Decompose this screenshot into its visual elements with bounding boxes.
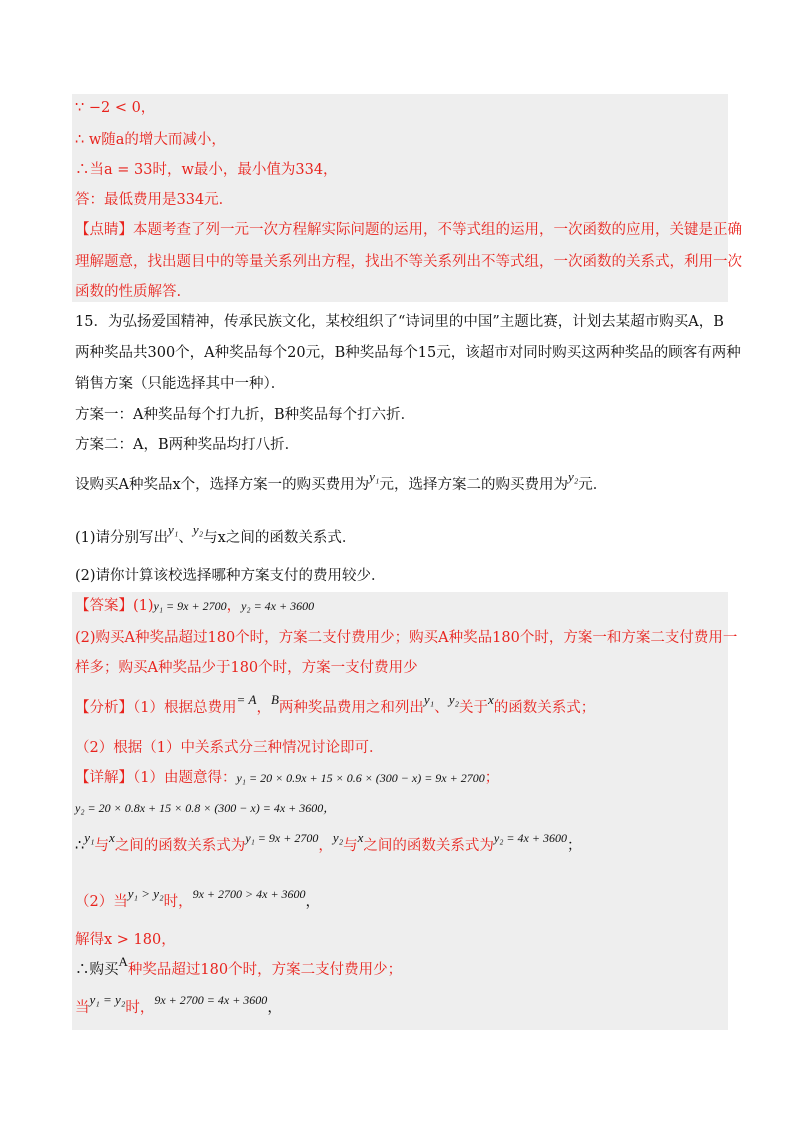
detail-line bbox=[75, 886, 321, 912]
formula: B bbox=[270, 692, 279, 707]
text: 元，选择方案二的购买费用为 bbox=[379, 477, 568, 493]
formula: y₁ = 20 × 0.9x + 15 × 0.6 × (300 − x) = 9x + 2700 bbox=[236, 771, 485, 785]
formula: y₁ bbox=[168, 522, 179, 537]
problem-line bbox=[75, 469, 608, 495]
formula: y₁ = 9x + 2700 bbox=[153, 599, 227, 613]
question-line: (2)请你计算该校选择哪种方案支付的费用较少． bbox=[75, 568, 386, 584]
problem-line: 15．为弘扬爱国精神，传承民族文化，某校组织了“诗词里的中国”主题比赛，计划去某超市购买A，B bbox=[75, 314, 724, 330]
formula: y₁ bbox=[369, 469, 380, 484]
problem-line: 两种奖品共300个，A种奖品每个20元，B种奖品每个15元，该超市对同时购买这两种奖品的顾客有两种 bbox=[75, 345, 741, 361]
comment-line bbox=[75, 220, 742, 240]
formula: y₁ = 9x + 2700 bbox=[245, 831, 319, 845]
text: ∴ bbox=[75, 838, 85, 854]
detail-line bbox=[75, 992, 282, 1018]
comment-line: 理解题意，找出题目中的等量关系列出方程，找出不等关系列出不等式组，一次函数的关系式，利用一次 bbox=[75, 254, 742, 270]
analysis-line: （2）根据（1）中关系式分三种情况讨论即可． bbox=[75, 740, 384, 756]
text: 【分析】（1）根据总费用 bbox=[75, 700, 237, 716]
text: 与 bbox=[343, 838, 358, 854]
text: ， bbox=[318, 838, 333, 854]
formula: x bbox=[488, 692, 494, 707]
text: 种奖品超过180个时，方案二支付费用少； bbox=[127, 962, 403, 978]
formula: A bbox=[118, 954, 128, 969]
analysis-line bbox=[75, 692, 596, 718]
detail-formula-line: y₂ = 20 × 0.8x + 15 × 0.8 × (300 − x) = 4x + 3600， bbox=[75, 801, 336, 815]
text-line: 答：最低费用是334元． bbox=[75, 192, 234, 208]
formula: = A bbox=[236, 692, 257, 707]
formula: x bbox=[357, 830, 364, 845]
answer-line: (2)购买A种奖品超过180个时，方案二支付费用少；购买A种奖品180个时，方案一和方案二支付费用一 bbox=[75, 630, 738, 646]
text: 两种奖品费用之和列出 bbox=[278, 700, 424, 716]
text: 元． bbox=[578, 477, 608, 493]
text: ； bbox=[566, 838, 582, 854]
text-line: ∴ w随a的增大而减小， bbox=[75, 132, 226, 148]
detail-line: 解得x > 180， bbox=[75, 932, 176, 948]
formula: y₂ = 4x + 3600 bbox=[493, 831, 567, 845]
problem-line: 方案二：A，B两种奖品均打八折． bbox=[75, 437, 300, 453]
text: 之间的函数关系式为 bbox=[114, 838, 246, 854]
answer-line bbox=[75, 596, 314, 616]
answer-tag: 【答案】(1) bbox=[75, 598, 154, 614]
comment-line: 函数的性质解答. bbox=[75, 284, 182, 300]
text: ， bbox=[226, 598, 242, 614]
detail-line bbox=[75, 954, 403, 980]
text: 【详解】（1）由题意得： bbox=[75, 770, 237, 786]
text-line: ∴当a = 33时，w最小，最小值为334， bbox=[75, 162, 338, 178]
comment-tag: 【点睛】 bbox=[75, 222, 133, 238]
text: 设购买A种奖品x个，选择方案一的购买费用为 bbox=[75, 477, 370, 493]
answer-line: 样多；购买A种奖品少于180个时，方案一支付费用少 bbox=[75, 660, 418, 676]
formula: y₂ bbox=[448, 692, 459, 707]
text: 与 bbox=[94, 838, 110, 854]
formula: y₁ bbox=[423, 692, 435, 707]
formula: y₁ = y₂ bbox=[89, 992, 126, 1007]
text: ， bbox=[267, 1000, 282, 1016]
text: 当 bbox=[75, 1000, 90, 1016]
text: 、 bbox=[178, 530, 193, 546]
text: 与x之间的函数关系式． bbox=[203, 530, 357, 546]
text: 时， bbox=[163, 894, 193, 910]
formula: y₂ bbox=[567, 469, 579, 484]
formula: y₂ bbox=[332, 830, 344, 845]
text: 之间的函数关系式为 bbox=[363, 838, 494, 854]
problem-line: 销售方案（只能选择其中一种）． bbox=[75, 376, 286, 392]
detail-line bbox=[75, 830, 582, 856]
comment-text: 本题考查了列一元一次方程解实际问题的运用，不等式组的运用，一次函数的应用，关键是正确 bbox=[133, 222, 742, 238]
text: ， bbox=[256, 700, 271, 716]
formula: 9x + 2700 = 4x + 3600 bbox=[154, 993, 268, 1007]
text: ∴购买 bbox=[75, 962, 119, 978]
text: (1)请分别写出 bbox=[75, 530, 169, 546]
formula: y₂ bbox=[192, 522, 204, 537]
text: （2）当 bbox=[75, 894, 128, 910]
text-line: ∵ −2 < 0， bbox=[75, 100, 156, 116]
formula: 9x + 2700 > 4x + 3600 bbox=[192, 887, 306, 901]
text: 、 bbox=[434, 700, 449, 716]
problem-line: 方案一：A种奖品每个打九折，B种奖品每个打六折． bbox=[75, 407, 416, 423]
text: 关于 bbox=[459, 700, 488, 716]
question-line bbox=[75, 522, 357, 548]
detail-line bbox=[75, 768, 499, 788]
text: 的函数关系式； bbox=[493, 700, 596, 716]
formula: y₁ > y₂ bbox=[127, 886, 164, 901]
formula: y₂ = 4x + 3600 bbox=[241, 599, 315, 613]
text: ， bbox=[305, 894, 321, 910]
formula: y₁ bbox=[84, 830, 95, 845]
text: ； bbox=[484, 770, 500, 786]
formula: x bbox=[109, 830, 115, 845]
text: 时， bbox=[125, 1000, 155, 1016]
